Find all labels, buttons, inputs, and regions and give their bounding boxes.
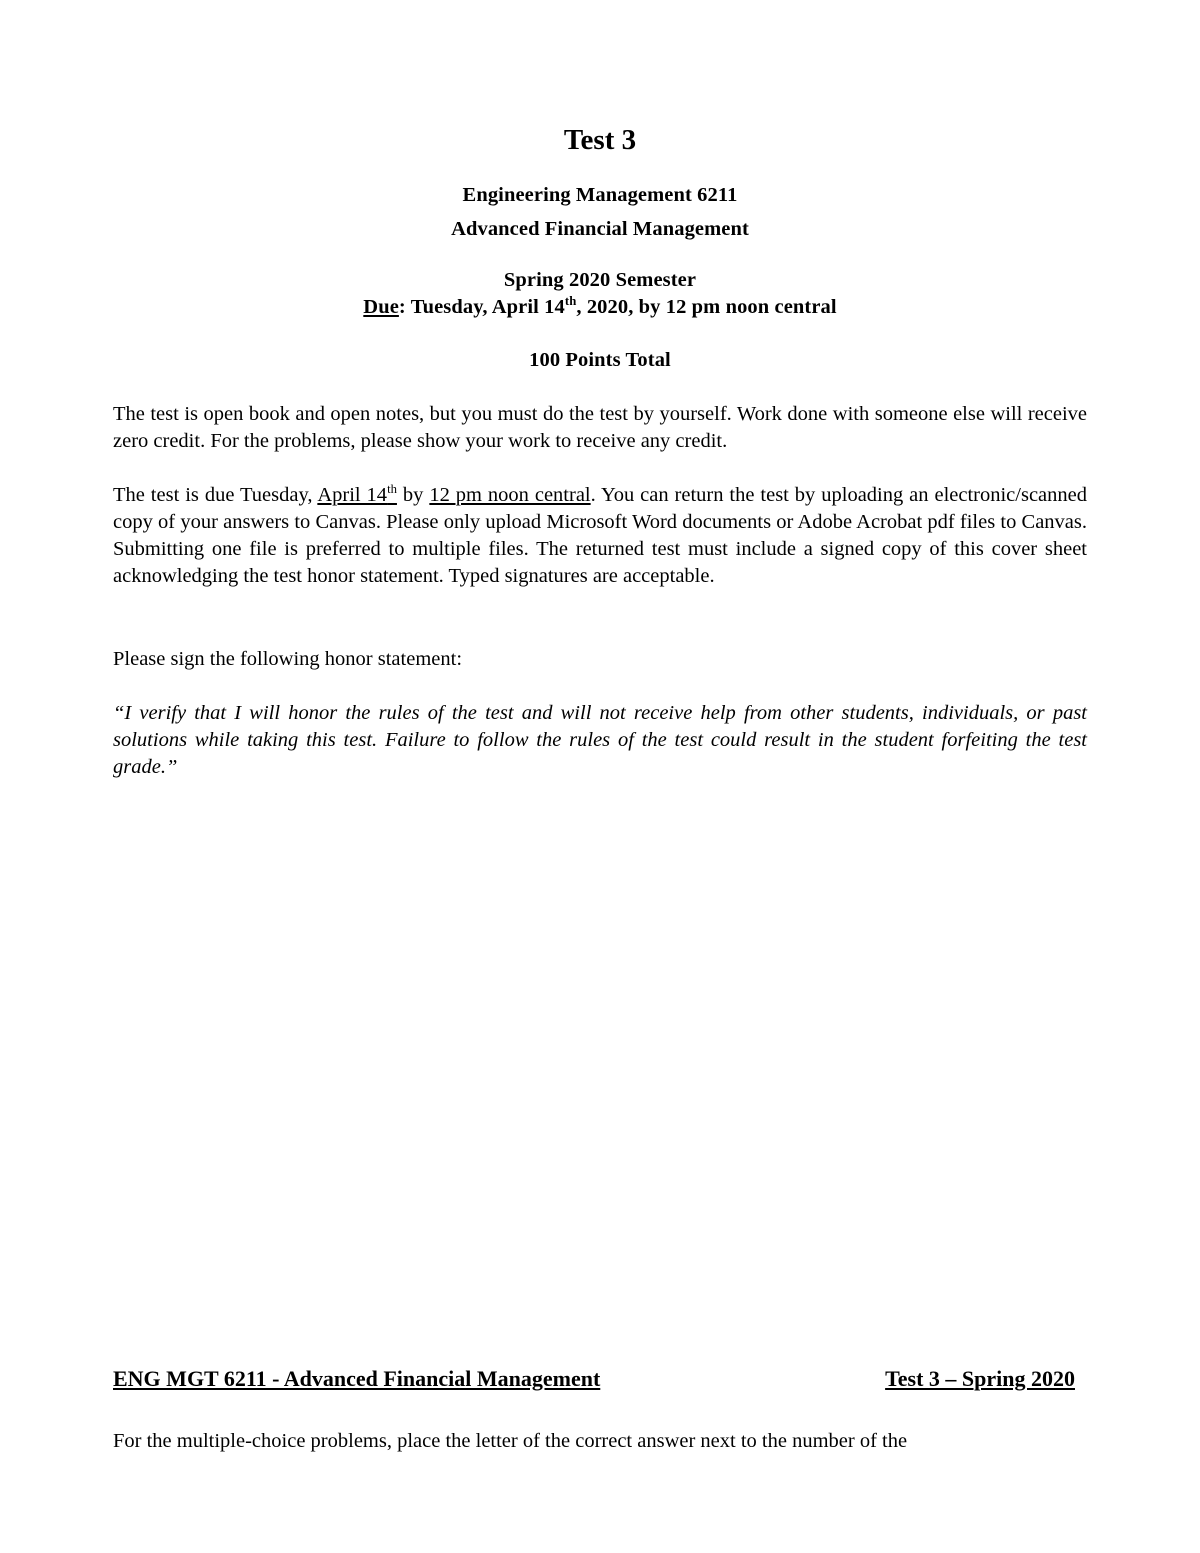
instructions-paragraph: The test is open book and open notes, but you must do the test by yourself. Work done with someone else will receive zero credit. For the problems, please show your work to receive any credit.: [113, 403, 1087, 452]
due-date-text: April 14: [317, 484, 388, 506]
page2-course-title: ENG MGT 6211 - Advanced Financial Management: [113, 1366, 601, 1391]
due-date-superscript: th: [387, 482, 397, 497]
due-paragraph-date: [317, 484, 397, 506]
course-number: Engineering Management 6211: [462, 184, 738, 206]
due-paragraph-text-3: . You can return the test by uploading an electronic/scanned copy of your answers to Canvas. Please only upload Microsoft Word documents or Adobe Acrobat pdf files to Canvas. Submitting one file is preferred to multiple files. The returned test must include a signed copy of this cover sheet acknowledging the test honor statement. Typed signatures are acceptable.: [113, 484, 1087, 587]
due-superscript: th: [564, 294, 577, 309]
due-paragraph-text-2: by: [396, 484, 430, 506]
due-text-end: , 2020, by 12 pm noon central: [576, 296, 837, 318]
document-title: Test 3: [563, 124, 637, 156]
page2-test-title: Test 3 – Spring 2020: [885, 1366, 1075, 1391]
semester: Spring 2020 Semester: [503, 269, 697, 291]
points-total: 100 Points Total: [529, 349, 671, 371]
due-text: : Tuesday, April 14: [398, 296, 565, 318]
honor-prompt: Please sign the following honor statement:: [113, 648, 463, 670]
due-label: Due: [363, 296, 399, 318]
due-paragraph: [113, 482, 1087, 590]
due-line: [0, 296, 1200, 319]
course-name: Advanced Financial Management: [451, 218, 749, 240]
due-paragraph-time: 12 pm noon central: [429, 484, 591, 506]
honor-statement: “I verify that I will honor the rules of the test and will not receive help from other students, individuals, or past solutions while taking this test. Failure to follow the rules of the test could result in the student forfeiting the test grade.”: [113, 702, 1087, 778]
due-paragraph-text: The test is due Tuesday,: [113, 484, 318, 506]
multiple-choice-intro: For the multiple-choice problems, place the letter of the correct answer next to the number of the: [113, 1430, 908, 1452]
